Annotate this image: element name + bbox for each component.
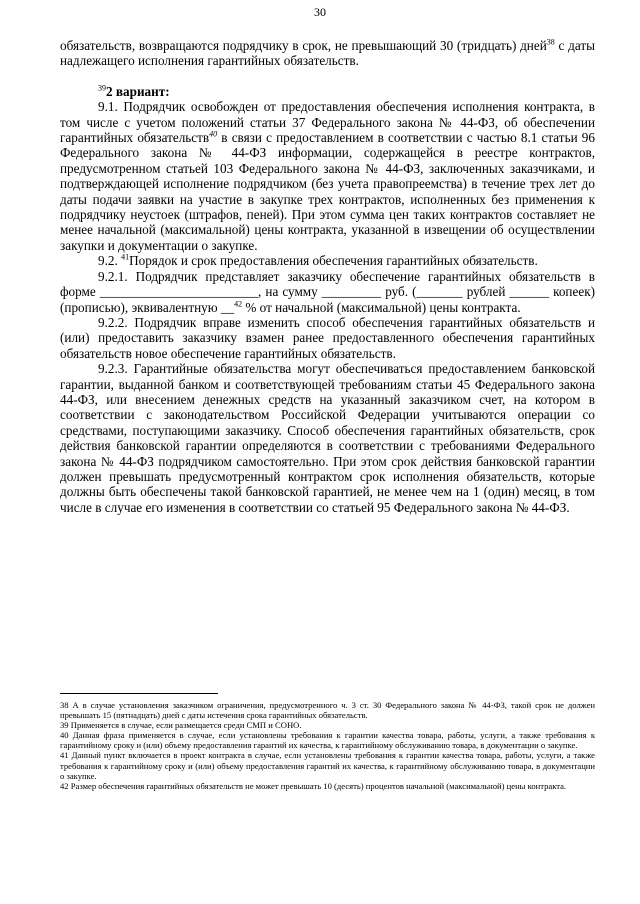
paragraph-text: 9.1. Подрядчик освобожден от предоставления обеспечения исполнения контракта, в том числе с учетом положений статьи 37 Федерального закона № 44-ФЗ, об обеспечении гарантийных обязательств <box>60 99 595 146</box>
section-heading <box>60 84 595 99</box>
footnote-41: 41 Данный пункт включается в проект контракта в случае, если установлены требования к гарантии качества товара, работы, услуги, а также требования к гарантийному сроку и (или) объему предоставления гарантий их качества, к гарантийному обслуживанию товара, в документации о закупке. <box>60 750 595 781</box>
paragraph-9-2-3: 9.2.3. Гарантийные обязательства могут обеспечиваться предоставлением банковской гарантии, выданной банком и соответствующей требованиям статьи 45 Федерального закона 44-ФЗ, или внесением денежных средств на указанный заказчиком счет, на котором в соответствии с законодательством Российской Федерации учитываются операции со средствами, поступающими заказчику. Способ обеспечения гарантийных обязательств, срок действия банковской гарантии определяются в соответствии с требованиями Федерального закона № 44-ФЗ подрядчиком самостоятельно. При этом срок действия банковской гарантии должен превышать предусмотренный контрактом срок исполнения обязательств, которые должны быть обеспечены такой банковской гарантией, не менее чем на 1 (один) месяц, в том числе в случае его изменения в соответствии со статьей 95 Федерального закона № 44-ФЗ. <box>60 361 595 515</box>
page-number: 30 <box>314 5 326 19</box>
paragraph-text: в связи с предоставлением в соответствии с частью 8.1 статьи 96 Федерального закона № 44-ФЗ информации, содержащейся в реестре контрактов, предусмотренном статьей 103 Федерального закона № 44-ФЗ, заключенных заказчиками, и подтверждающей исполнение подрядчиком (без учета правопреемства) в течение трех лет до даты подачи заявки на участие в закупке трех контрактов, исполненных без применения к подрядчику неустоек (штрафов, пеней). При этом сумма цен таких контрактов составляет не менее начальной (максимальной) цены контракта, указанной в извещении об осуществлении закупки и документации о закупке. <box>60 130 595 253</box>
paragraph-continuation <box>60 38 595 69</box>
footnotes-block <box>60 700 595 791</box>
paragraph-9-1 <box>60 99 595 253</box>
footnote-40: 40 Данная фраза применяется в случае, если установлены требования к гарантии качества товара, работы, услуги, а также требования к гарантийному сроку и (или) объему предоставления гарантий их качества, к гарантийному обслуживанию товара, в документации о закупке. <box>60 730 595 751</box>
paragraph-9-2 <box>60 253 595 268</box>
paragraph-text: Порядок и срок предоставления обеспечения гарантийных обязательств. <box>129 253 538 269</box>
footnote-ref-40[interactable]: 40 <box>209 129 218 139</box>
paragraph-text: % от начальной (максимальной) цены контракта. <box>242 299 521 315</box>
footnote-ref-39[interactable]: 39 <box>98 83 106 93</box>
footnote-ref-42[interactable]: 42 <box>234 299 243 309</box>
paragraph-9-2-1 <box>60 269 595 315</box>
document-body <box>60 38 595 515</box>
footnote-38: 38 А в случае установления заказчиком ограничения, предусмотренного ч. 3 ст. 30 Федерального закона № 44-ФЗ, такой срок не должен превышать 15 (пятнадцать) дней с даты истечения срока гарантийных обязательств. <box>60 700 595 721</box>
footnote-ref-38[interactable]: 38 <box>546 37 555 47</box>
footnote-separator <box>60 693 218 694</box>
paragraph-number: 9.2. <box>98 253 122 269</box>
footnote-42: 42 Размер обеспечения гарантийных обязательств не может превышать 10 (десять) процентов начальной (максимальной) цены контракта. <box>60 780 567 791</box>
paragraph-text: обязательств, возвращаются подрядчику в срок, не превышающий 30 (тридцать) дней <box>60 38 547 53</box>
heading-text: 2 вариант: <box>106 83 170 99</box>
footnote-ref-41[interactable]: 41 <box>121 252 130 262</box>
paragraph-9-2-2: 9.2.2. Подрядчик вправе изменить способ обеспечения гарантийных обязательств и (или) предоставить заказчику взамен ранее предоставленного обеспечения гарантийных обязательств новое обеспечение гарантийных обязательств. <box>60 314 595 361</box>
footnote-39: 39 Применяется в случае, если размещается среди СМП и СОНО. <box>60 720 302 731</box>
paragraph-text: 9.2.1. Подрядчик представляет заказчику обеспечение гарантийных обязательств в форме ________________________, на сумму _________ руб. (_______ рублей ______ копеек) (прописью), эквивалентную __ <box>60 268 595 315</box>
paragraph-text: с даты надлежащего исполнения гарантийных обязательств. <box>60 38 595 69</box>
